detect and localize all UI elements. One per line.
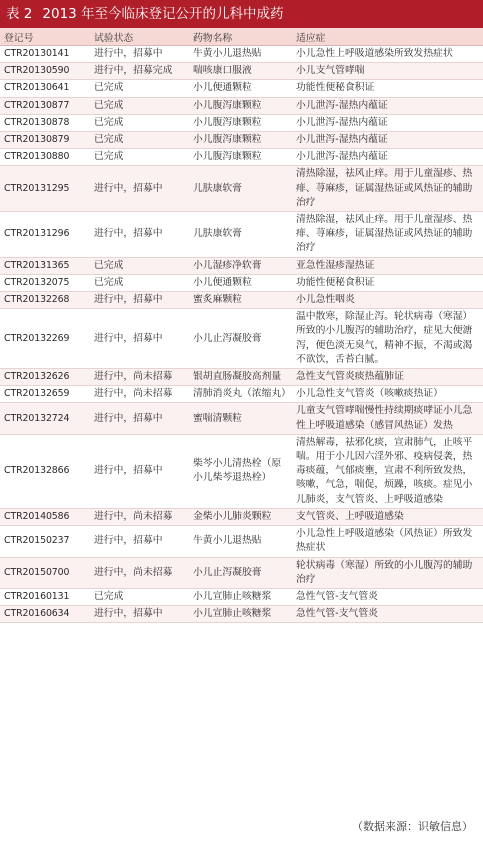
table-row [0, 292, 483, 309]
cell-trial-status: 已完成 [90, 97, 189, 114]
table-row [0, 369, 483, 386]
table-row [0, 588, 483, 605]
cell-trial-status: 进行中，尚未招募 [90, 386, 189, 403]
cell-registration-no: CTR20132075 [0, 274, 90, 291]
cell-drug-name: 儿肤康软膏 [189, 166, 292, 212]
cell-indication: 小儿泄泻-湿热内蕴证 [292, 149, 483, 166]
table-row [0, 132, 483, 149]
cell-indication: 清热解毒，祛邪化痰，宣肃肺气，止咳平喘。用于小儿因六淫外邪、疫病侵袭，热毒痰蕴，气郁痰壅，宣肃不利所致发热，咳嗽，气急，喘促，烦躁，咳痰。症见小儿肺炎，支气管炎、上呼吸道感染 [292, 434, 483, 508]
cell-drug-name: 柴芩小儿清热栓（原小儿柴芩退热栓） [189, 434, 292, 508]
cell-drug-name: 清肺消炎丸（浓缩丸） [189, 386, 292, 403]
cell-indication: 小儿泄泻-湿热内蕴证 [292, 114, 483, 131]
cell-indication: 急性气管-支气管炎 [292, 606, 483, 623]
cell-trial-status: 进行中，尚未招募 [90, 508, 189, 525]
cell-drug-name: 牛黄小儿退热贴 [189, 46, 292, 63]
cell-drug-name: 小儿便通颗粒 [189, 274, 292, 291]
cell-trial-status: 进行中，尚未招募 [90, 369, 189, 386]
cell-indication: 小儿急性上呼吸道感染所致发热症状 [292, 46, 483, 63]
cell-trial-status: 进行中，招募完成 [90, 63, 189, 80]
cell-registration-no: CTR20130641 [0, 80, 90, 97]
cell-drug-name: 牛黄小儿退热贴 [189, 526, 292, 557]
table-number: 表 2 [6, 6, 33, 22]
cell-registration-no: CTR20160131 [0, 588, 90, 605]
table-row [0, 63, 483, 80]
cell-drug-name: 金柴小儿肺炎颗粒 [189, 508, 292, 525]
cell-drug-name: 小儿腹泻康颗粒 [189, 97, 292, 114]
cell-drug-name: 银胡直肠凝胶高剂量 [189, 369, 292, 386]
cell-trial-status: 进行中，招募中 [90, 434, 189, 508]
cell-drug-name: 喘咳康口服液 [189, 63, 292, 80]
table-header-row [0, 28, 483, 46]
table-row [0, 386, 483, 403]
cell-drug-name: 蜜喘清颗粒 [189, 403, 292, 434]
cell-drug-name: 小儿宣肺止咳糖浆 [189, 588, 292, 605]
cell-trial-status: 进行中，招募中 [90, 606, 189, 623]
cell-drug-name: 小儿止泻凝胶膏 [189, 557, 292, 588]
cell-trial-status: 已完成 [90, 257, 189, 274]
trial-table [0, 28, 483, 623]
cell-registration-no: CTR20131295 [0, 166, 90, 212]
cell-drug-name: 小儿止泻凝胶膏 [189, 309, 292, 369]
cell-registration-no: CTR20131365 [0, 257, 90, 274]
cell-drug-name: 蜜炙麻颗粒 [189, 292, 292, 309]
cell-trial-status: 进行中，尚未招募 [90, 557, 189, 588]
cell-trial-status: 已完成 [90, 149, 189, 166]
cell-registration-no: CTR20130880 [0, 149, 90, 166]
cell-indication: 温中散寒，除湿止泻。轮状病毒（寒湿）所致的小儿腹泻的辅助治疗，症见大便溏泻，便色淡无臭气，精神不振，不渴或渴不欲饮，舌苔白腻。 [292, 309, 483, 369]
table-row [0, 403, 483, 434]
cell-indication: 功能性便秘食积证 [292, 80, 483, 97]
cell-indication: 支气管炎、上呼吸道感染 [292, 508, 483, 525]
cell-registration-no: CTR20132268 [0, 292, 90, 309]
cell-registration-no: CTR20130879 [0, 132, 90, 149]
cell-indication: 亚急性湿疹湿热证 [292, 257, 483, 274]
header-indication: 适应症 [292, 28, 483, 46]
cell-indication: 轮状病毒（寒湿）所致的小儿腹泻的辅助治疗 [292, 557, 483, 588]
table-row [0, 434, 483, 508]
table-row [0, 97, 483, 114]
cell-registration-no: CTR20132659 [0, 386, 90, 403]
cell-drug-name: 小儿便通颗粒 [189, 80, 292, 97]
cell-drug-name: 小儿宣肺止咳糖浆 [189, 606, 292, 623]
source-note: （数据来源：识敏信息） [352, 820, 473, 833]
table-body [0, 46, 483, 623]
cell-indication: 急性支气管炎痰热蕴肺证 [292, 369, 483, 386]
cell-indication: 功能性便秘食积证 [292, 274, 483, 291]
table-row [0, 149, 483, 166]
cell-drug-name: 小儿湿疹净软膏 [189, 257, 292, 274]
cell-trial-status: 进行中，招募中 [90, 526, 189, 557]
cell-registration-no: CTR20132626 [0, 369, 90, 386]
cell-registration-no: CTR20132866 [0, 434, 90, 508]
cell-indication: 儿童支气管哮喘慢性持续期痰哮证小儿急性上呼吸道感染（感冒风热证）发热 [292, 403, 483, 434]
table-row [0, 526, 483, 557]
cell-trial-status: 进行中，招募中 [90, 166, 189, 212]
table-title-text: 2013 年至今临床登记公开的儿科中成药 [42, 6, 284, 22]
cell-indication: 清热除湿，祛风止痒。用于儿童湿疹、热痱、荨麻疹，证属湿热证或风热证的辅助治疗 [292, 166, 483, 212]
cell-registration-no: CTR20130877 [0, 97, 90, 114]
cell-trial-status: 已完成 [90, 274, 189, 291]
cell-registration-no: CTR20160634 [0, 606, 90, 623]
table-row [0, 508, 483, 525]
cell-indication: 急性气管-支气管炎 [292, 588, 483, 605]
cell-indication: 小儿急性支气管炎（咳嗽痰热证） [292, 386, 483, 403]
cell-indication: 小儿急性上呼吸道感染（风热证）所致发热症状 [292, 526, 483, 557]
cell-registration-no: CTR20131296 [0, 212, 90, 258]
table-row [0, 46, 483, 63]
cell-indication: 小儿泄泻-湿热内蕴证 [292, 97, 483, 114]
cell-trial-status: 已完成 [90, 588, 189, 605]
cell-registration-no: CTR20130590 [0, 63, 90, 80]
cell-registration-no: CTR20132724 [0, 403, 90, 434]
cell-drug-name: 小儿腹泻康颗粒 [189, 114, 292, 131]
cell-registration-no: CTR20150700 [0, 557, 90, 588]
table-row [0, 212, 483, 258]
cell-trial-status: 已完成 [90, 114, 189, 131]
table-row [0, 166, 483, 212]
cell-indication: 清热除湿，祛风止痒。用于儿童湿疹、热痱、荨麻疹，证属湿热证或风热证的辅助治疗 [292, 212, 483, 258]
cell-trial-status: 进行中，招募中 [90, 292, 189, 309]
cell-indication: 小儿泄泻-湿热内蕴证 [292, 132, 483, 149]
cell-drug-name: 小儿腹泻康颗粒 [189, 132, 292, 149]
table-row [0, 606, 483, 623]
cell-trial-status: 已完成 [90, 132, 189, 149]
header-trial-status: 试验状态 [90, 28, 189, 46]
cell-registration-no: CTR20150237 [0, 526, 90, 557]
cell-indication: 小儿支气管哮喘 [292, 63, 483, 80]
cell-registration-no: CTR20130141 [0, 46, 90, 63]
cell-trial-status: 进行中，招募中 [90, 46, 189, 63]
cell-drug-name: 小儿腹泻康颗粒 [189, 149, 292, 166]
cell-trial-status: 进行中，招募中 [90, 309, 189, 369]
table-row [0, 114, 483, 131]
cell-registration-no: CTR20140586 [0, 508, 90, 525]
cell-trial-status: 已完成 [90, 80, 189, 97]
cell-registration-no: CTR20130878 [0, 114, 90, 131]
table-row [0, 309, 483, 369]
table-row [0, 557, 483, 588]
cell-trial-status: 进行中，招募中 [90, 403, 189, 434]
header-drug-name: 药物名称 [189, 28, 292, 46]
cell-registration-no: CTR20132269 [0, 309, 90, 369]
table-title [0, 0, 483, 28]
table-row [0, 80, 483, 97]
cell-trial-status: 进行中，招募中 [90, 212, 189, 258]
table-row [0, 257, 483, 274]
cell-drug-name: 儿肤康软膏 [189, 212, 292, 258]
table-row [0, 274, 483, 291]
cell-indication: 小儿急性咽炎 [292, 292, 483, 309]
header-registration-no: 登记号 [0, 28, 90, 46]
